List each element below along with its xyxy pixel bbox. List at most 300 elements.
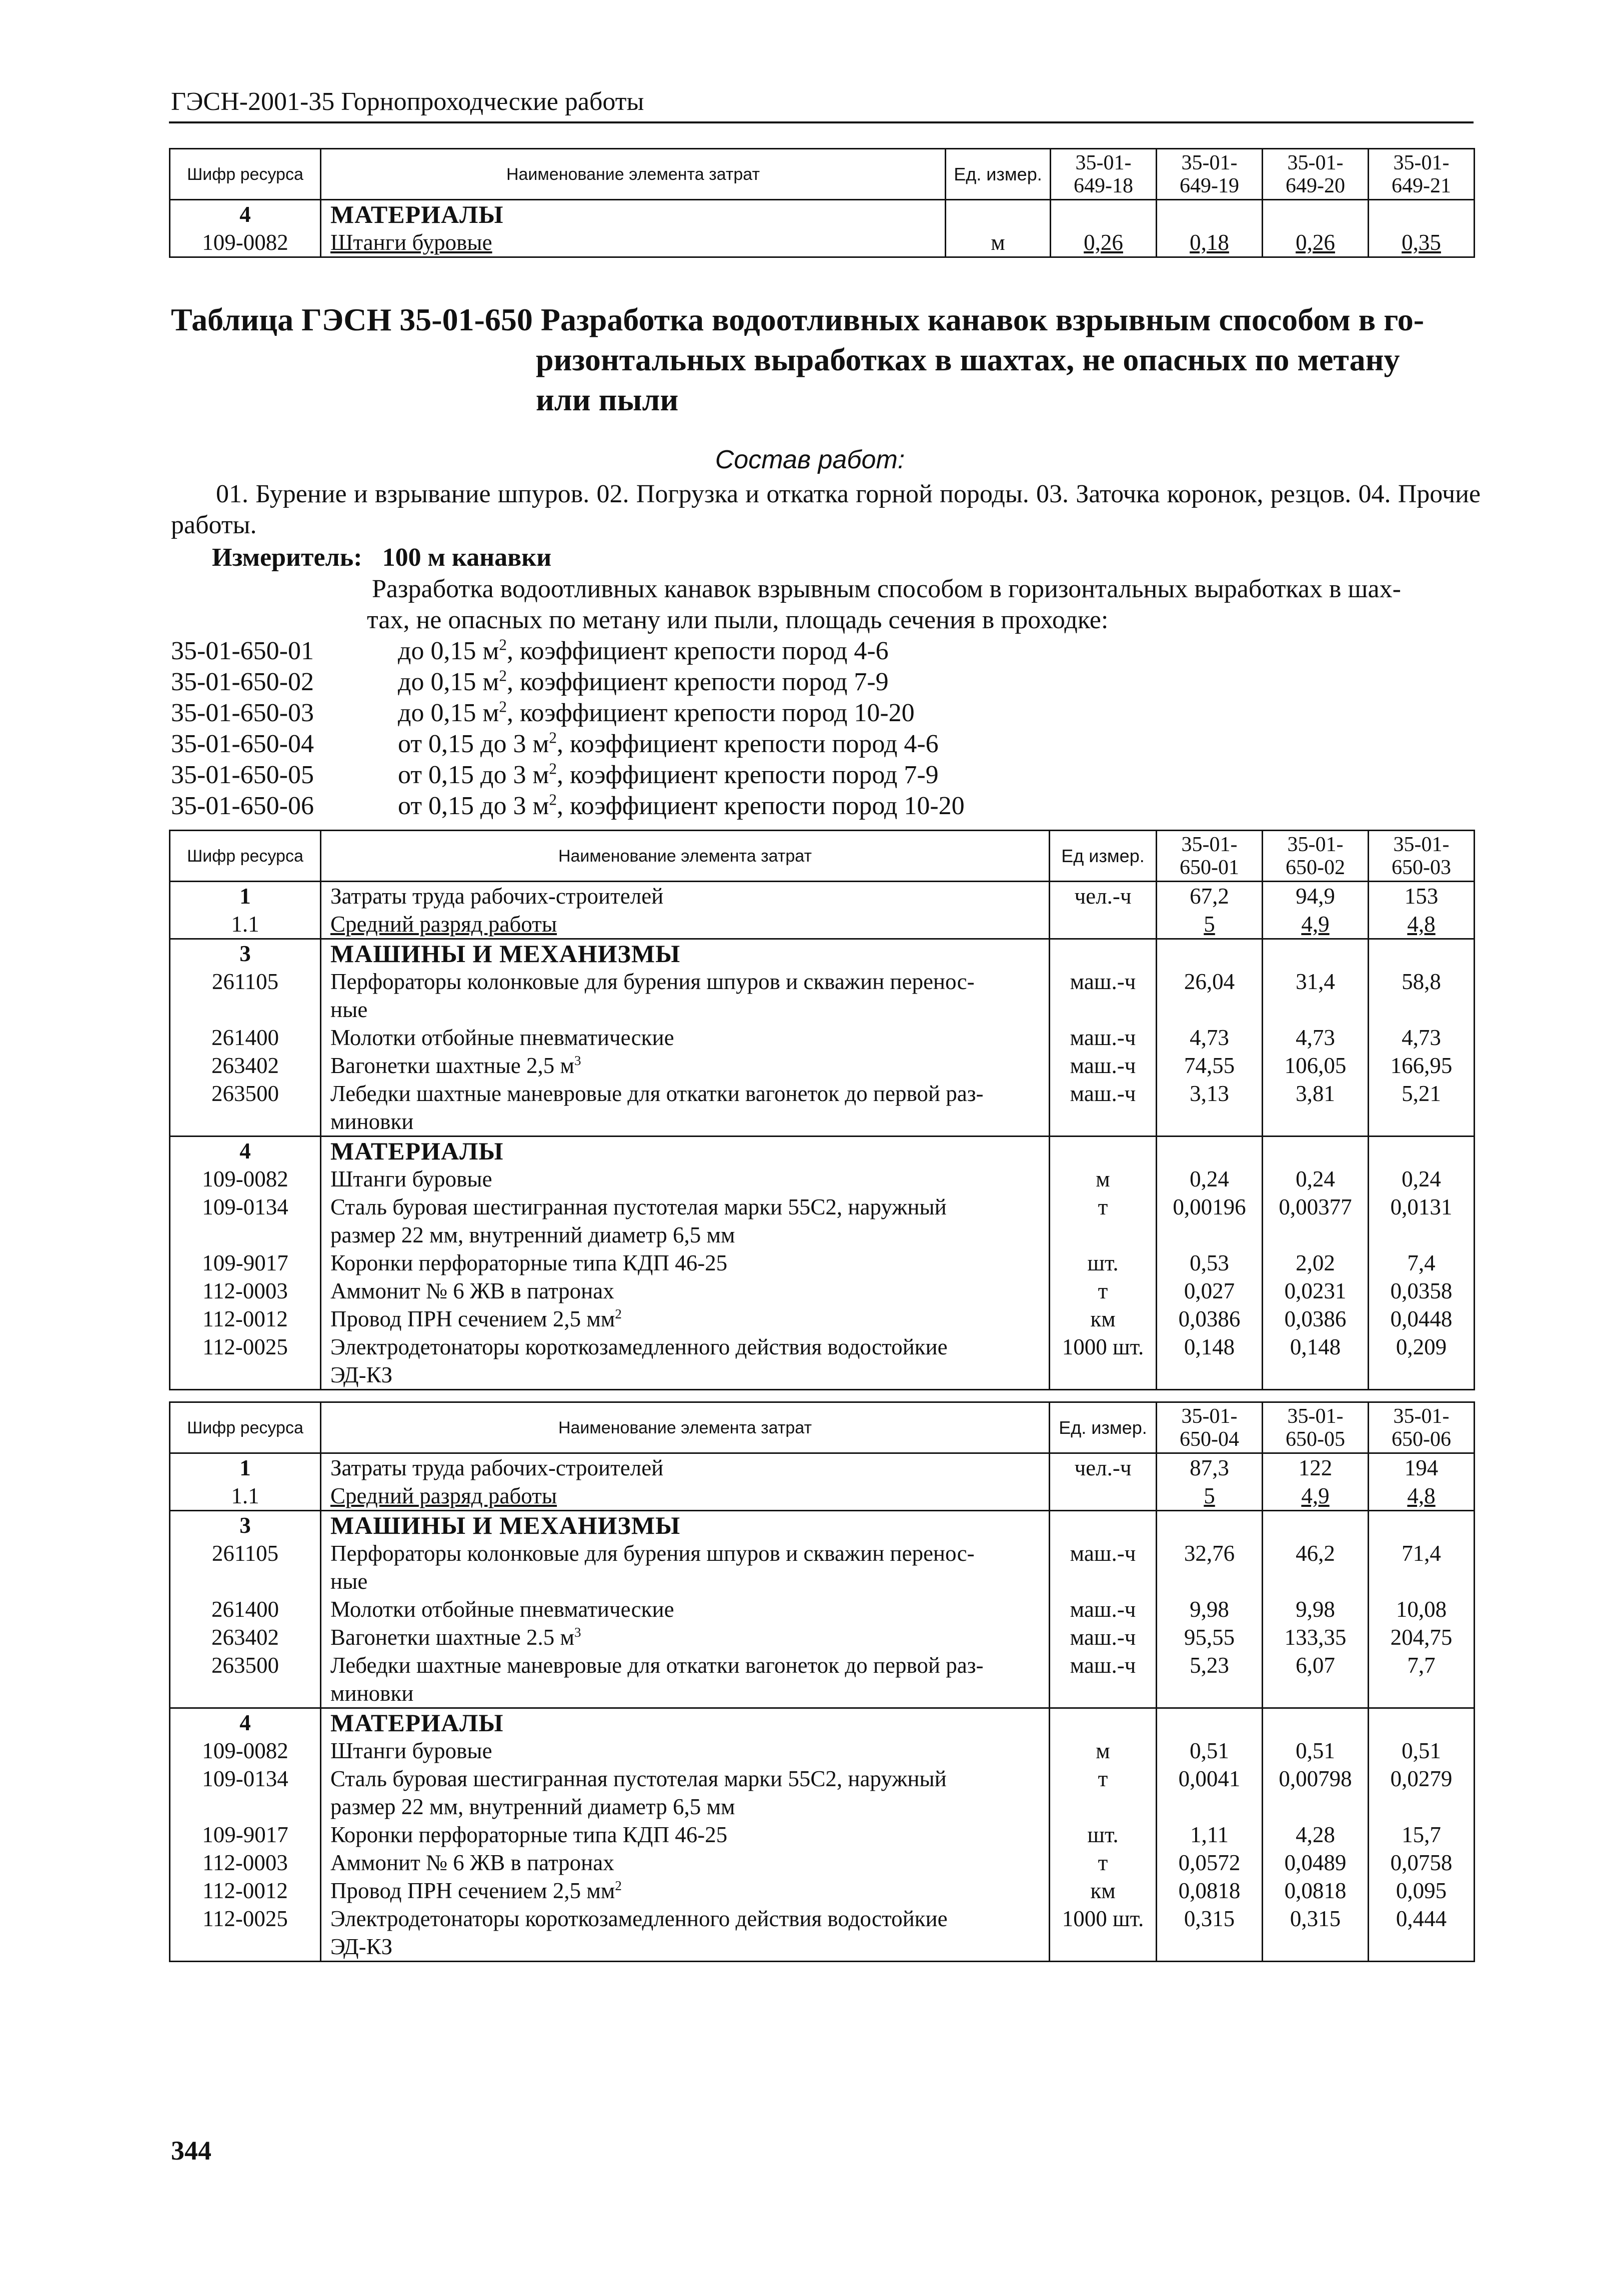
- value-cell: 0,18: [1157, 228, 1263, 257]
- resource-name-text: МАШИНЫ И МЕХАНИЗМЫ: [330, 1511, 681, 1539]
- value-cell: 153: [1369, 882, 1475, 911]
- resource-name: [321, 1877, 1050, 1905]
- table-row: [170, 1849, 1475, 1877]
- value-cell: 0,315: [1263, 1905, 1369, 1962]
- value-cell: 1,11: [1157, 1821, 1263, 1849]
- resource-name-text: МАТЕРИАЛЫ: [330, 1137, 504, 1165]
- value-cell: 58,8: [1369, 968, 1475, 1024]
- value-cell: 0,26: [1051, 228, 1157, 257]
- spec-text: , коэффициент крепости пород 4-6: [557, 730, 939, 758]
- resource-table-1: [169, 830, 1475, 1390]
- unit-exponent: 3: [574, 1625, 581, 1640]
- table-row: [170, 200, 1475, 229]
- resource-code: 109-0134: [170, 1765, 321, 1821]
- value-cell: 133,35: [1263, 1623, 1369, 1651]
- intro-line-2: тах, не опасных по метану или пыли, площадь сечения в проходке:: [367, 606, 1109, 634]
- value-cell: 6,07: [1263, 1651, 1369, 1708]
- resource-name: [321, 1137, 1050, 1165]
- value-cell: 5: [1157, 1482, 1263, 1511]
- resource-name: [321, 882, 1050, 911]
- resource-name-text: Лебедки шахтные маневровые для откатки вагонеток до первой раз-: [330, 1081, 984, 1106]
- spec-code: 35-01-650-03: [171, 699, 314, 727]
- value-cell: 3,13: [1157, 1080, 1263, 1137]
- value-cell: 166,95: [1369, 1052, 1475, 1080]
- value-cell: 4,73: [1263, 1024, 1369, 1052]
- value-cell: 87,3: [1157, 1453, 1263, 1482]
- spec-code: 35-01-650-04: [171, 730, 314, 758]
- value-cell: 0,26: [1263, 228, 1369, 257]
- resource-name: [321, 1651, 1050, 1708]
- table-row: [170, 1905, 1475, 1962]
- value-cell: 67,2: [1157, 882, 1263, 911]
- value-cell: [1263, 200, 1369, 229]
- value-cell: [1369, 1511, 1475, 1540]
- table-body: [170, 882, 1475, 1390]
- resource-code: 4: [170, 1708, 321, 1737]
- resource-name-text: Молотки отбойные пневматические: [330, 1597, 674, 1622]
- resource-code: 3: [170, 1511, 321, 1540]
- resource-name-continued: миновки: [330, 1681, 414, 1706]
- value-cell: 15,7: [1369, 1821, 1475, 1849]
- unit-cell: [1050, 939, 1157, 968]
- resource-code: 112-0012: [170, 1877, 321, 1905]
- value-cell: 0,0448: [1369, 1305, 1475, 1333]
- resource-name: [321, 1905, 1050, 1962]
- resource-name: [321, 1024, 1050, 1052]
- table-row: [170, 1080, 1475, 1137]
- value-cell: 31,4: [1263, 968, 1369, 1024]
- spec-text: , коэффициент крепости пород 7-9: [557, 761, 939, 789]
- col-header-code: Шифр ресурса: [170, 831, 321, 882]
- resource-code: 1.1: [170, 1482, 321, 1511]
- value-cell: [1263, 1137, 1369, 1165]
- composition-text: 01. Бурение и взрывание шпуров. 02. Погрузка и откатка горной породы. 03. Заточка коронок, резцов. 04. Прочие работы.: [171, 480, 1481, 539]
- value-cell: 4,73: [1369, 1024, 1475, 1052]
- table-row: [170, 1821, 1475, 1849]
- unit-cell: т: [1050, 1849, 1157, 1877]
- resource-name-text: Штанги буровые: [330, 1166, 492, 1191]
- table-body: [170, 1453, 1475, 1962]
- value-cell: 0,51: [1369, 1737, 1475, 1765]
- value-cell: 0,0818: [1263, 1877, 1369, 1905]
- col-header-unit: Ед измер.: [1050, 831, 1157, 882]
- unit-cell: маш.-ч: [1050, 1651, 1157, 1708]
- running-head: ГЭСН-2001-35 Горнопроходческие работы: [171, 87, 644, 116]
- spec-exponent: 2: [549, 760, 557, 778]
- resource-name: [321, 1539, 1050, 1595]
- resource-code: 109-9017: [170, 1821, 321, 1849]
- col-header-650-05: 35-01- 650-05: [1263, 1402, 1369, 1453]
- spec-exponent: 2: [549, 791, 557, 809]
- value-cell: [1369, 1708, 1475, 1737]
- spec-code: 35-01-650-02: [171, 668, 314, 696]
- col-header-name: Наименование элемента затрат: [321, 1402, 1050, 1453]
- table-header-row: [170, 831, 1475, 882]
- header-rule: [169, 121, 1474, 123]
- table-row: [170, 1877, 1475, 1905]
- value-cell: 46,2: [1263, 1539, 1369, 1595]
- spec-exponent: 2: [499, 636, 507, 654]
- resource-name-text: Электродетонаторы короткозамедленного действия водостойкие: [330, 1906, 948, 1931]
- resource-name-text: Вагонетки шахтные 2.5 м: [330, 1625, 574, 1650]
- table-row: [170, 1193, 1475, 1249]
- resource-code: 112-0003: [170, 1849, 321, 1877]
- resource-name-text: Средний разряд работы: [330, 1483, 557, 1508]
- spec-text: от 0,15 до 3 м: [398, 730, 549, 758]
- resource-code: 112-0012: [170, 1305, 321, 1333]
- table-title: [171, 300, 1481, 420]
- value-cell: 94,9: [1263, 882, 1369, 911]
- table-row: [170, 1595, 1475, 1623]
- value-cell: 0,0758: [1369, 1849, 1475, 1877]
- col-header-name: Наименование элемента затрат: [321, 149, 946, 200]
- page-number: 344: [171, 2136, 211, 2166]
- value-cell: 0,0818: [1157, 1877, 1263, 1905]
- col-header-650-04: 35-01- 650-04: [1157, 1402, 1263, 1453]
- resource-name-text: Затраты труда рабочих-строителей: [330, 884, 664, 909]
- table-row: [170, 1539, 1475, 1595]
- unit-cell: т: [1050, 1765, 1157, 1821]
- resource-name: [321, 1765, 1050, 1821]
- spec-exponent: 2: [499, 667, 507, 685]
- spec-text: , коэффициент крепости пород 4-6: [506, 637, 889, 665]
- unit-cell: т: [1050, 1277, 1157, 1305]
- resource-code: 112-0003: [170, 1277, 321, 1305]
- table-row: [170, 1277, 1475, 1305]
- resource-name-text: Аммонит № 6 ЖВ в патронах: [330, 1850, 614, 1875]
- table-row: [170, 1024, 1475, 1052]
- unit-cell: шт.: [1050, 1249, 1157, 1277]
- value-cell: 0,53: [1157, 1249, 1263, 1277]
- resource-name: [321, 1849, 1050, 1877]
- intro-line-1: Разработка водоотливных канавок взрывным способом в горизонтальных выработках в шах-: [372, 575, 1401, 603]
- composition-heading: Состав работ:: [715, 445, 905, 474]
- value-cell: [1051, 200, 1157, 229]
- resource-name: [321, 910, 1050, 939]
- resource-name: [321, 939, 1050, 968]
- resource-name: [321, 1708, 1050, 1737]
- resource-code: 261400: [170, 1024, 321, 1052]
- spec-line: [171, 698, 915, 729]
- value-cell: 4,28: [1263, 1821, 1369, 1849]
- resource-name-text: Средний разряд работы: [330, 912, 557, 937]
- resource-name-text: МАТЕРИАЛЫ: [330, 1709, 504, 1737]
- resource-name-continued: размер 22 мм, внутренний диаметр 6,5 мм: [330, 1794, 735, 1819]
- value-cell: 204,75: [1369, 1623, 1475, 1651]
- spec-code: 35-01-650-05: [171, 761, 314, 789]
- value-cell: 4,73: [1157, 1024, 1263, 1052]
- table-row: [170, 1052, 1475, 1080]
- spec-text: от 0,15 до 3 м: [398, 761, 549, 789]
- unit-cell: маш.-ч: [1050, 1024, 1157, 1052]
- value-cell: 0,0386: [1157, 1305, 1263, 1333]
- value-cell: 0,209: [1369, 1333, 1475, 1390]
- meter-line: [212, 542, 551, 573]
- value-cell: 106,05: [1263, 1052, 1369, 1080]
- spec-line: [171, 760, 939, 791]
- resource-name-continued: ЭД-КЗ: [330, 1362, 393, 1387]
- spec-text: , коэффициент крепости пород 10-20: [557, 792, 965, 820]
- value-cell: [1369, 939, 1475, 968]
- table-row: [170, 1165, 1475, 1193]
- value-cell: 0,24: [1369, 1165, 1475, 1193]
- spec-text: от 0,15 до 3 м: [398, 792, 549, 820]
- spec-text: до 0,15 м: [398, 637, 499, 665]
- value-cell: 0,0231: [1263, 1277, 1369, 1305]
- table-header-row: [170, 149, 1475, 200]
- resource-name-continued: размер 22 мм, внутренний диаметр 6,5 мм: [330, 1222, 735, 1247]
- value-cell: 0,0041: [1157, 1765, 1263, 1821]
- resource-name-text: Вагонетки шахтные 2,5 м: [330, 1053, 574, 1078]
- resource-name-continued: миновки: [330, 1109, 414, 1134]
- meter-value: 100 м канавки: [382, 543, 552, 572]
- resource-code: 112-0025: [170, 1333, 321, 1390]
- resource-code: 261400: [170, 1595, 321, 1623]
- resource-code: 109-0082: [170, 228, 321, 257]
- value-cell: 0,0489: [1263, 1849, 1369, 1877]
- col-header-unit: Ед. измер.: [946, 149, 1051, 200]
- value-cell: [1263, 1511, 1369, 1540]
- table-row: [170, 1737, 1475, 1765]
- spec-line: [171, 729, 939, 760]
- unit-cell: чел.-ч: [1050, 882, 1157, 911]
- table-row: [170, 1137, 1475, 1165]
- resource-name: [321, 968, 1050, 1024]
- table-row: [170, 1333, 1475, 1390]
- resource-code: 109-0134: [170, 1193, 321, 1249]
- spec-text: до 0,15 м: [398, 668, 499, 696]
- col-header-649-18: 35-01- 649-18: [1051, 149, 1157, 200]
- value-cell: 4,9: [1263, 910, 1369, 939]
- unit-cell: чел.-ч: [1050, 1453, 1157, 1482]
- value-cell: 4,8: [1369, 1482, 1475, 1511]
- value-cell: 0,0572: [1157, 1849, 1263, 1877]
- spec-line: [171, 636, 889, 667]
- resource-name: [321, 1052, 1050, 1080]
- resource-name-text: Молотки отбойные пневматические: [330, 1025, 674, 1050]
- table-row: [170, 939, 1475, 968]
- resource-code: 263402: [170, 1623, 321, 1651]
- col-header-649-19: 35-01- 649-19: [1157, 149, 1263, 200]
- unit-cell: км: [1050, 1305, 1157, 1333]
- table-row: [170, 1623, 1475, 1651]
- unit-exponent: 3: [574, 1053, 581, 1068]
- table-row: [170, 1453, 1475, 1482]
- table-row: [170, 968, 1475, 1024]
- resource-code: 4: [170, 200, 321, 229]
- unit-cell: маш.-ч: [1050, 1052, 1157, 1080]
- unit-cell: маш.-ч: [1050, 968, 1157, 1024]
- intro-text: [367, 574, 1481, 636]
- resource-name-text: Сталь буровая шестигранная пустотелая марки 55С2, наружный: [330, 1766, 947, 1791]
- value-cell: 0,35: [1369, 228, 1475, 257]
- unit-cell: м: [946, 228, 1051, 257]
- spec-code: 35-01-650-01: [171, 637, 314, 665]
- meter-label: Измеритель:: [212, 543, 362, 572]
- resource-name: [321, 1277, 1050, 1305]
- value-cell: 0,51: [1157, 1737, 1263, 1765]
- resource-name-text: Перфораторы колонковые для бурения шпуров и скважин перенос-: [330, 1541, 975, 1566]
- value-cell: [1263, 939, 1369, 968]
- unit-cell: маш.-ч: [1050, 1623, 1157, 1651]
- unit-cell: 1000 шт.: [1050, 1905, 1157, 1962]
- value-cell: 26,04: [1157, 968, 1263, 1024]
- value-cell: 0,00196: [1157, 1193, 1263, 1249]
- value-cell: 0,0131: [1369, 1193, 1475, 1249]
- spec-line: [171, 667, 889, 698]
- value-cell: 0,148: [1157, 1333, 1263, 1390]
- value-cell: 95,55: [1157, 1623, 1263, 1651]
- resource-name: [321, 1193, 1050, 1249]
- spec-exponent: 2: [549, 729, 557, 747]
- value-cell: 0,0279: [1369, 1765, 1475, 1821]
- spec-text: , коэффициент крепости пород 7-9: [506, 668, 889, 696]
- unit-cell: маш.-ч: [1050, 1080, 1157, 1137]
- resource-table-2: [169, 1401, 1475, 1962]
- value-cell: 4,9: [1263, 1482, 1369, 1511]
- title-line-3: или пыли: [536, 382, 679, 417]
- unit-cell: м: [1050, 1165, 1157, 1193]
- value-cell: [1263, 1708, 1369, 1737]
- value-cell: 0,51: [1263, 1737, 1369, 1765]
- unit-cell: км: [1050, 1877, 1157, 1905]
- resource-name: [321, 1249, 1050, 1277]
- resource-name-text: Провод ПРН сечением 2,5 мм: [330, 1878, 615, 1903]
- resource-code: 1: [170, 882, 321, 911]
- value-cell: 0,24: [1263, 1165, 1369, 1193]
- table-row: [170, 910, 1475, 939]
- resource-name-text: МАШИНЫ И МЕХАНИЗМЫ: [330, 940, 681, 968]
- spec-exponent: 2: [499, 698, 507, 716]
- resource-name-continued: ЭД-КЗ: [330, 1934, 393, 1959]
- value-cell: 7,4: [1369, 1249, 1475, 1277]
- value-cell: 32,76: [1157, 1539, 1263, 1595]
- resource-name: [321, 1080, 1050, 1137]
- resource-name-text: Электродетонаторы короткозамедленного действия водостойкие: [330, 1334, 948, 1359]
- unit-cell: [1050, 1708, 1157, 1737]
- value-cell: 0,148: [1263, 1333, 1369, 1390]
- value-cell: 5: [1157, 910, 1263, 939]
- value-cell: 0,0386: [1263, 1305, 1369, 1333]
- unit-exponent: 2: [615, 1878, 622, 1893]
- value-cell: [1157, 1511, 1263, 1540]
- value-cell: 194: [1369, 1453, 1475, 1482]
- value-cell: 3,81: [1263, 1080, 1369, 1137]
- value-cell: 0,00377: [1263, 1193, 1369, 1249]
- table-row: [170, 1511, 1475, 1540]
- unit-cell: м: [1050, 1737, 1157, 1765]
- col-header-name: Наименование элемента затрат: [321, 831, 1050, 882]
- resource-name: [321, 1511, 1050, 1540]
- resource-code: 261105: [170, 968, 321, 1024]
- unit-cell: [1050, 1482, 1157, 1511]
- col-header-code: Шифр ресурса: [170, 1402, 321, 1453]
- value-cell: [1157, 200, 1263, 229]
- unit-cell: 1000 шт.: [1050, 1333, 1157, 1390]
- resource-name: [321, 1595, 1050, 1623]
- unit-cell: маш.-ч: [1050, 1595, 1157, 1623]
- col-header-649-20: 35-01- 649-20: [1263, 149, 1369, 200]
- value-cell: [1157, 1137, 1263, 1165]
- value-cell: 0,0358: [1369, 1277, 1475, 1305]
- value-cell: 0,24: [1157, 1165, 1263, 1193]
- table-row: [170, 1708, 1475, 1737]
- resource-code: 109-9017: [170, 1249, 321, 1277]
- resource-name: [321, 1165, 1050, 1193]
- resource-name: [321, 1305, 1050, 1333]
- resource-name-text: Перфораторы колонковые для бурения шпуров и скважин перенос-: [330, 969, 975, 994]
- value-cell: [1157, 939, 1263, 968]
- value-cell: 9,98: [1157, 1595, 1263, 1623]
- spec-code: 35-01-650-06: [171, 792, 314, 820]
- table-row: [170, 228, 1475, 257]
- value-cell: 4,8: [1369, 910, 1475, 939]
- resource-code: 1: [170, 1453, 321, 1482]
- resource-name: [321, 1333, 1050, 1390]
- unit-cell: [1050, 910, 1157, 939]
- resource-name: [321, 1453, 1050, 1482]
- value-cell: [1369, 1137, 1475, 1165]
- unit-exponent: 2: [615, 1306, 622, 1321]
- col-header-code: Шифр ресурса: [170, 149, 321, 200]
- resource-code: 263500: [170, 1080, 321, 1137]
- unit-cell: т: [1050, 1193, 1157, 1249]
- col-header-650-02: 35-01- 650-02: [1263, 831, 1369, 882]
- value-cell: 7,7: [1369, 1651, 1475, 1708]
- value-cell: 9,98: [1263, 1595, 1369, 1623]
- value-cell: 0,027: [1157, 1277, 1263, 1305]
- value-cell: 122: [1263, 1453, 1369, 1482]
- unit-cell: [1050, 1511, 1157, 1540]
- table-row: [170, 1765, 1475, 1821]
- resource-name: [321, 1737, 1050, 1765]
- value-cell: 5,21: [1369, 1080, 1475, 1137]
- value-cell: [1369, 200, 1475, 229]
- resource-name-text: Лебедки шахтные маневровые для откатки вагонеток до первой раз-: [330, 1653, 984, 1678]
- table-row: [170, 1482, 1475, 1511]
- resource-name-text: Сталь буровая шестигранная пустотелая марки 55С2, наружный: [330, 1194, 947, 1219]
- resource-name: [321, 1482, 1050, 1511]
- value-cell: 71,4: [1369, 1539, 1475, 1595]
- resource-code: 109-0082: [170, 1165, 321, 1193]
- resource-name: [321, 1623, 1050, 1651]
- col-header-unit: Ед. измер.: [1050, 1402, 1157, 1453]
- resource-code: 1.1: [170, 910, 321, 939]
- unit-cell: маш.-ч: [1050, 1539, 1157, 1595]
- resource-name-text: Коронки перфораторные типа КДП 46-25: [330, 1250, 728, 1275]
- unit-cell: [1050, 1137, 1157, 1165]
- unit-cell: [946, 200, 1051, 229]
- resource-name-text: Штанги буровые: [330, 1738, 492, 1763]
- col-header-650-03: 35-01- 650-03: [1369, 831, 1475, 882]
- table-header-row: [170, 1402, 1475, 1453]
- value-cell: 74,55: [1157, 1052, 1263, 1080]
- resource-name: [321, 1821, 1050, 1849]
- resource-code: 112-0025: [170, 1905, 321, 1962]
- top-resource-table: [169, 148, 1475, 258]
- spec-text: , коэффициент крепости пород 10-20: [506, 699, 915, 727]
- col-header-649-21: 35-01- 649-21: [1369, 149, 1475, 200]
- resource-name-continued: ные: [330, 1569, 368, 1594]
- resource-code: 109-0082: [170, 1737, 321, 1765]
- resource-name: Штанги буровые: [321, 228, 946, 257]
- table-row: [170, 1249, 1475, 1277]
- resource-name-text: Затраты труда рабочих-строителей: [330, 1455, 664, 1480]
- spec-text: до 0,15 м: [398, 699, 499, 727]
- resource-name-text: Аммонит № 6 ЖВ в патронах: [330, 1278, 614, 1303]
- resource-name-text: Провод ПРН сечением 2,5 мм: [330, 1306, 615, 1331]
- table-row: [170, 1651, 1475, 1708]
